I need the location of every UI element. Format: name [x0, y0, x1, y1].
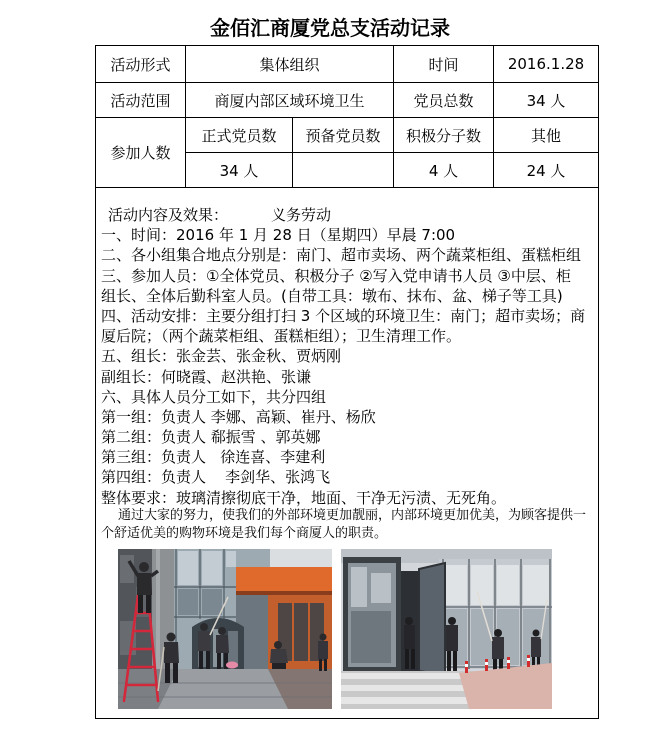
probationary-members-label: 预备党员数 — [293, 118, 394, 153]
photo-cleaning-glass-door-image — [341, 549, 552, 709]
content-line: 厦后院；（两个蔬菜柜组、蛋糕柜组）；卫生清理工作。 — [101, 327, 462, 346]
photo-cleaning-glass-door — [341, 549, 552, 709]
content-heading-label: 活动内容及效果： — [108, 206, 229, 224]
others-label: 其他 — [494, 118, 599, 153]
participants-label: 参加人数 — [96, 118, 186, 188]
row-activity-form — [96, 46, 599, 83]
activity-form-label: 活动形式 — [96, 46, 186, 83]
content-heading — [101, 205, 585, 225]
content-line: 三、参加人员：①全体党员、积极分子 ②写入党申请书人员 ③中层、柜 — [101, 266, 571, 285]
content-line: 二、各小组集合地点分别是：南门、超市卖场、两个蔬菜柜组、蛋糕柜组 — [101, 246, 582, 265]
photo-cleaning-entrance — [118, 549, 332, 709]
content-line: 组长、全体后勤科室人员。(自带工具：墩布、抹布、盆、梯子等工具) — [101, 286, 563, 305]
content-line: 五、组长：张金芸、张金秋、贾炳刚 — [101, 347, 342, 366]
activity-content-cell — [96, 188, 599, 719]
photo-cleaning-entrance-image — [118, 549, 332, 709]
content-line: 整体要求：玻璃清擦彻底干净，地面、干净无污渍、无死角。 — [101, 488, 507, 507]
content-heading-value: 义务劳动 — [271, 206, 332, 224]
activity-content — [96, 188, 598, 718]
content-line: 六、具体人员分工如下，共分四组 — [101, 387, 327, 406]
time-value: 2016.1.28 — [494, 46, 599, 83]
row-activity-scope — [96, 83, 599, 118]
document-title: 金佰汇商厦党总支活动记录 — [210, 16, 450, 40]
content-summary — [101, 507, 586, 543]
activists-value: 4 人 — [394, 153, 494, 188]
time-label: 时间 — [394, 46, 494, 83]
summary-line: 个舒适优美的购物环境是我们每个商厦人的职责。 — [101, 526, 388, 541]
content-line: 第二组：负责人 郗振雪 、郭英娜 — [101, 428, 321, 447]
content-line: 第三组：负责人 徐连喜、李建利 — [101, 448, 326, 467]
content-line: 一、时间：2016 年 1 月 28 日（星期四）早晨 7:00 — [101, 226, 456, 245]
row-activity-content — [96, 188, 599, 719]
content-line: 第一组：负责人 李娜、高颖、崔丹、杨欣 — [101, 407, 376, 426]
probationary-members-value — [293, 153, 394, 188]
members-total-label: 党员总数 — [394, 83, 494, 118]
activity-content-lines — [101, 205, 585, 508]
activity-form-value: 集体组织 — [186, 46, 394, 83]
scope-value: 商厦内部区域环境卫生 — [186, 83, 394, 118]
activity-record-table — [95, 45, 599, 719]
summary-line: 通过大家的努力，使我们的外部环境更加靓丽，内部环境更加优美，为顾客提供一 — [118, 508, 587, 523]
formal-members-label: 正式党员数 — [186, 118, 293, 153]
content-line: 副组长：何晓霞、赵洪艳、张谦 — [101, 367, 312, 386]
members-total-value: 34 人 — [494, 83, 599, 118]
formal-members-value: 34 人 — [186, 153, 293, 188]
content-line: 第四组：负责人 李剑华、张鸿飞 — [101, 468, 331, 487]
activists-label: 积极分子数 — [394, 118, 494, 153]
others-value: 24 人 — [494, 153, 599, 188]
scope-label: 活动范围 — [96, 83, 186, 118]
row-participant-headers — [96, 118, 599, 153]
content-line: 四、活动安排：主要分组打扫 3 个区域的环境卫生：南门；超市卖场；商 — [101, 306, 586, 325]
